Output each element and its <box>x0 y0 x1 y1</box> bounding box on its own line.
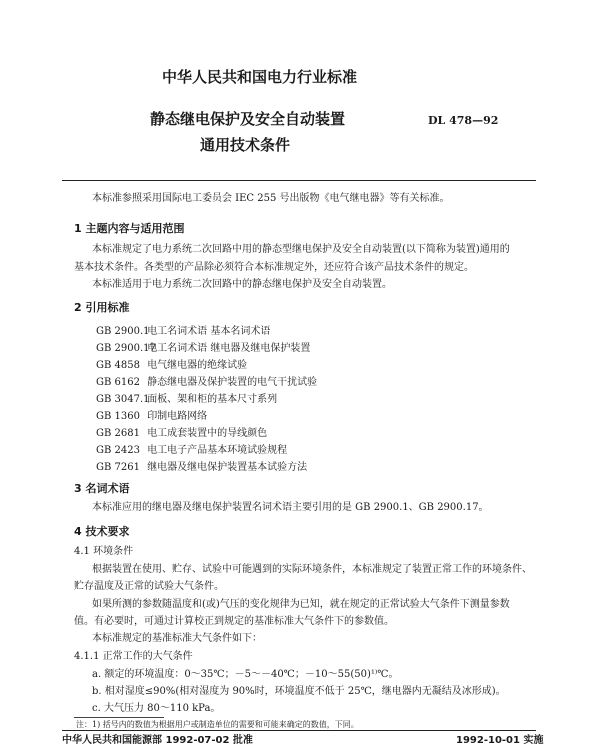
reference-title: 电工成套装置中的导线颜色 <box>147 428 268 439</box>
section-4-para2-line1: 如果所测的参数随温度和(或)气压的变化规律为已知，就在规定的正常试验大气条件下测量参数 <box>92 599 510 610</box>
section-4-para1-line1: 根据装置在使用、贮存、试验中可能遇到的实际环境条件，本标准规定了装置正常工作的环境条件、 <box>92 564 532 575</box>
reference-title: 电工名词术语 继电器及继电保护装置 <box>147 343 311 354</box>
section-1-para1-line2: 基本技术条件。各类型的产品除必须符合本标准规定外，还应符合该产品技术条件的规定。 <box>74 262 474 273</box>
reference-code: GB 2681 <box>96 428 140 439</box>
reference-item <box>96 356 247 371</box>
section-2-heading: 2 引用标准 <box>74 301 130 314</box>
reference-item <box>96 339 310 354</box>
reference-item <box>96 373 317 388</box>
section-1-para2: 本标准适用于电力系统二次回路中的静态继电保护及安全自动装置。 <box>92 279 392 290</box>
section-1-para1-line1: 本标准规定了电力系统二次回路中用的静态型继电保护及安全自动装置(以下简称为装置)通用的 <box>92 244 510 255</box>
reference-item <box>96 458 307 473</box>
section-4-para3: 本标准规定的基准标准大气条件如下： <box>92 633 262 644</box>
reference-item <box>96 322 270 337</box>
section-4-para1-line2: 贮存温度及正常的试验大气条件。 <box>74 581 224 592</box>
reference-code: GB 2423 <box>96 445 140 456</box>
footnote: 注：1) 括号内的数值为根据用户或制造单位的需要和可能来确定的数值，下同。 <box>76 720 359 729</box>
reference-item <box>96 441 287 456</box>
reference-item <box>96 424 267 439</box>
subsection-4-1-1-heading: 4.1.1 正常工作的大气条件 <box>74 651 193 662</box>
header-divider <box>62 180 536 181</box>
footnote-rule <box>74 717 164 718</box>
document-title-line1: 静态继电保护及安全自动装置 <box>150 110 346 128</box>
approval-date: 中华人民共和国能源部 1992-07-02 批准 <box>62 735 253 746</box>
intro-paragraph: 本标准参照采用国际电工委员会 IEC 255 号出版物《电气继电器》等有关标准。 <box>92 193 450 204</box>
section-4-heading: 4 技术要求 <box>74 525 130 538</box>
reference-title: 电工名词术语 基本名词术语 <box>147 326 271 337</box>
reference-code: GB 4858 <box>96 360 140 371</box>
list-item-c: c. 大气压力 80～110 kPa。 <box>92 703 221 714</box>
standard-number: DL 478—92 <box>428 114 499 127</box>
list-item-b: b. 相对湿度≤90%(相对湿度为 90%时，环境温度不低于 25℃，继电器内无凝结及冰形成)。 <box>92 686 506 697</box>
reference-title: 印制电路网络 <box>147 411 208 422</box>
reference-code: GB 2900.1 <box>96 326 150 337</box>
reference-code: GB 6162 <box>96 377 140 388</box>
effective-date: 1992-10-01 实施 <box>456 735 544 746</box>
reference-code: GB 3047.1 <box>96 394 150 405</box>
reference-item <box>96 407 207 422</box>
section-4-para2-line2: 值。有必要时，可通过计算校正到规定的基准标准大气条件下的参数值。 <box>74 616 394 627</box>
section-1-heading: 1 主题内容与适用范围 <box>74 222 185 235</box>
reference-code: GB 2900.17 <box>96 343 156 354</box>
subsection-4-1-heading: 4.1 环境条件 <box>74 546 134 557</box>
industry-standard-title: 中华人民共和国电力行业标准 <box>162 68 358 86</box>
document-title-line2: 通用技术条件 <box>200 136 291 154</box>
reference-title: 面板、架和柜的基本尺寸系列 <box>147 394 278 405</box>
reference-code: GB 1360 <box>96 411 140 422</box>
reference-code: GB 7261 <box>96 462 140 473</box>
reference-item <box>96 390 277 405</box>
section-3-heading: 3 名词术语 <box>74 482 130 495</box>
reference-title: 继电器及继电保护装置基本试验方法 <box>147 462 308 473</box>
section-3-para: 本标准应用的继电器及继电保护装置名词术语主要引用的是 GB 2900.1、GB 2900.17。 <box>92 502 489 513</box>
reference-title: 电工电子产品基本环境试验规程 <box>147 445 288 456</box>
reference-title: 电气继电器的绝缘试验 <box>147 360 248 371</box>
reference-title: 静态继电器及保护装置的电气干扰试验 <box>147 377 318 388</box>
list-item-a: a. 额定的环境温度：0～35℃；－5～－40℃；－10～55(50)¹⁾℃。 <box>92 669 399 680</box>
